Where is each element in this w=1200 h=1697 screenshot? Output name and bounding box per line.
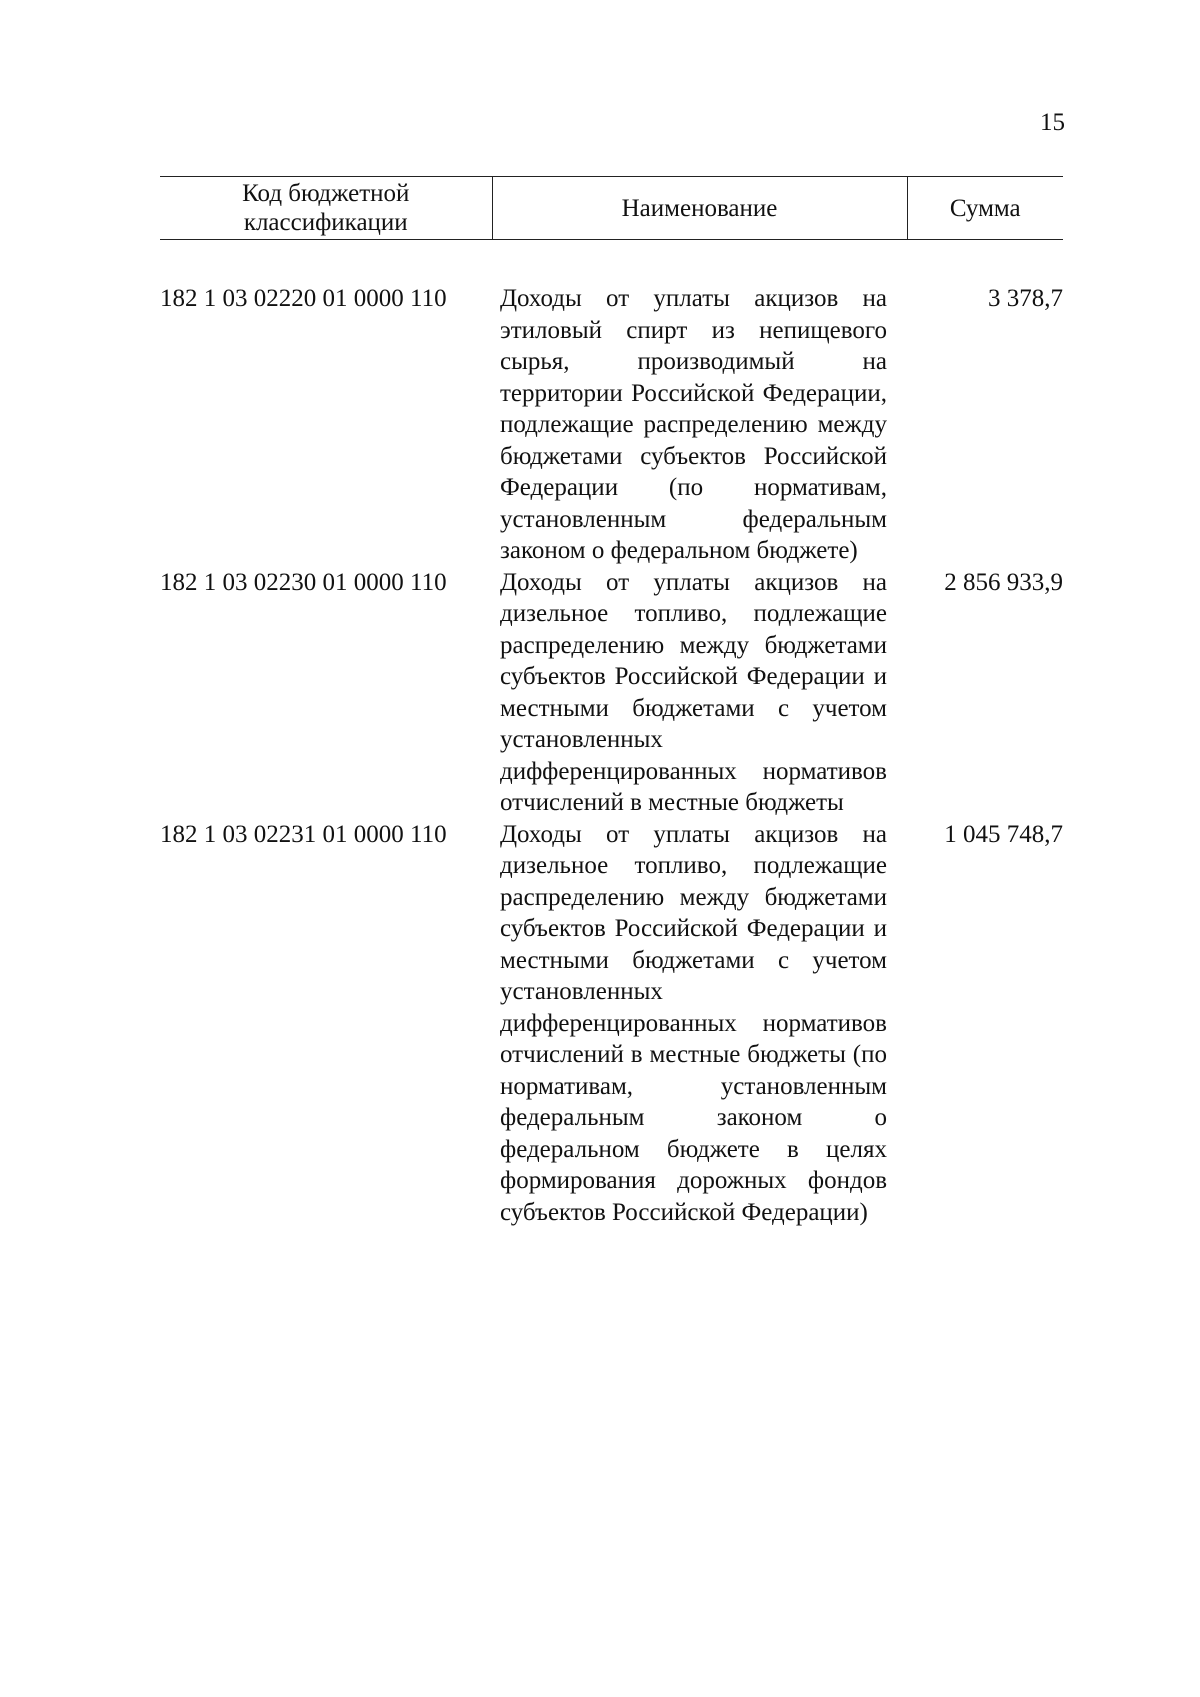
row-sum: 1 045 748,7 xyxy=(944,820,1063,848)
row-name: Доходы от уплаты акцизов на этиловый спирт из непищевого сырья, производимый на территории Российской Федерации, подлежащие распределению между бюджетами субъектов Российской Федерации (по нормативам, установленным федеральным законом о федеральном бюджете) xyxy=(500,285,887,564)
row-code: 182 1 03 02220 01 0000 110 xyxy=(160,285,447,312)
row-name: Доходы от уплаты акцизов на дизельное топливо, подлежащие распределению между бюджетами субъектов Российской Федерации и местными бюджетами с учетом установленных дифференцированных нормативов отчислений в местные бюджеты xyxy=(500,568,887,816)
header-sum: Сумма xyxy=(907,177,1063,240)
table-header-row xyxy=(160,177,1063,240)
row-name: Доходы от уплаты акцизов на дизельное топливо, подлежащие распределению между бюджетами субъектов Российской Федерации и местными бюджетами с учетом установленных дифференцированных нормативов отчислений в местные бюджеты (по нормативам, установленным федеральным законом о федеральном бюджете в целях формирования дорожных фондов субъектов Российской Федерации) xyxy=(500,820,887,1226)
row-code: 182 1 03 02230 01 0000 110 xyxy=(160,568,447,596)
table-row xyxy=(160,819,1063,1229)
row-sum: 2 856 933,9 xyxy=(944,568,1063,596)
header-code: Код бюджетной классификации xyxy=(160,177,492,240)
row-code: 182 1 03 02231 01 0000 110 xyxy=(160,820,447,848)
header-spacer xyxy=(160,240,1063,284)
budget-classification-table xyxy=(160,176,1063,1228)
header-name: Наименование xyxy=(492,177,907,240)
table-row xyxy=(160,283,1063,567)
page-number: 15 xyxy=(1040,109,1065,136)
table-row xyxy=(160,567,1063,819)
row-sum: 3 378,7 xyxy=(988,285,1063,312)
